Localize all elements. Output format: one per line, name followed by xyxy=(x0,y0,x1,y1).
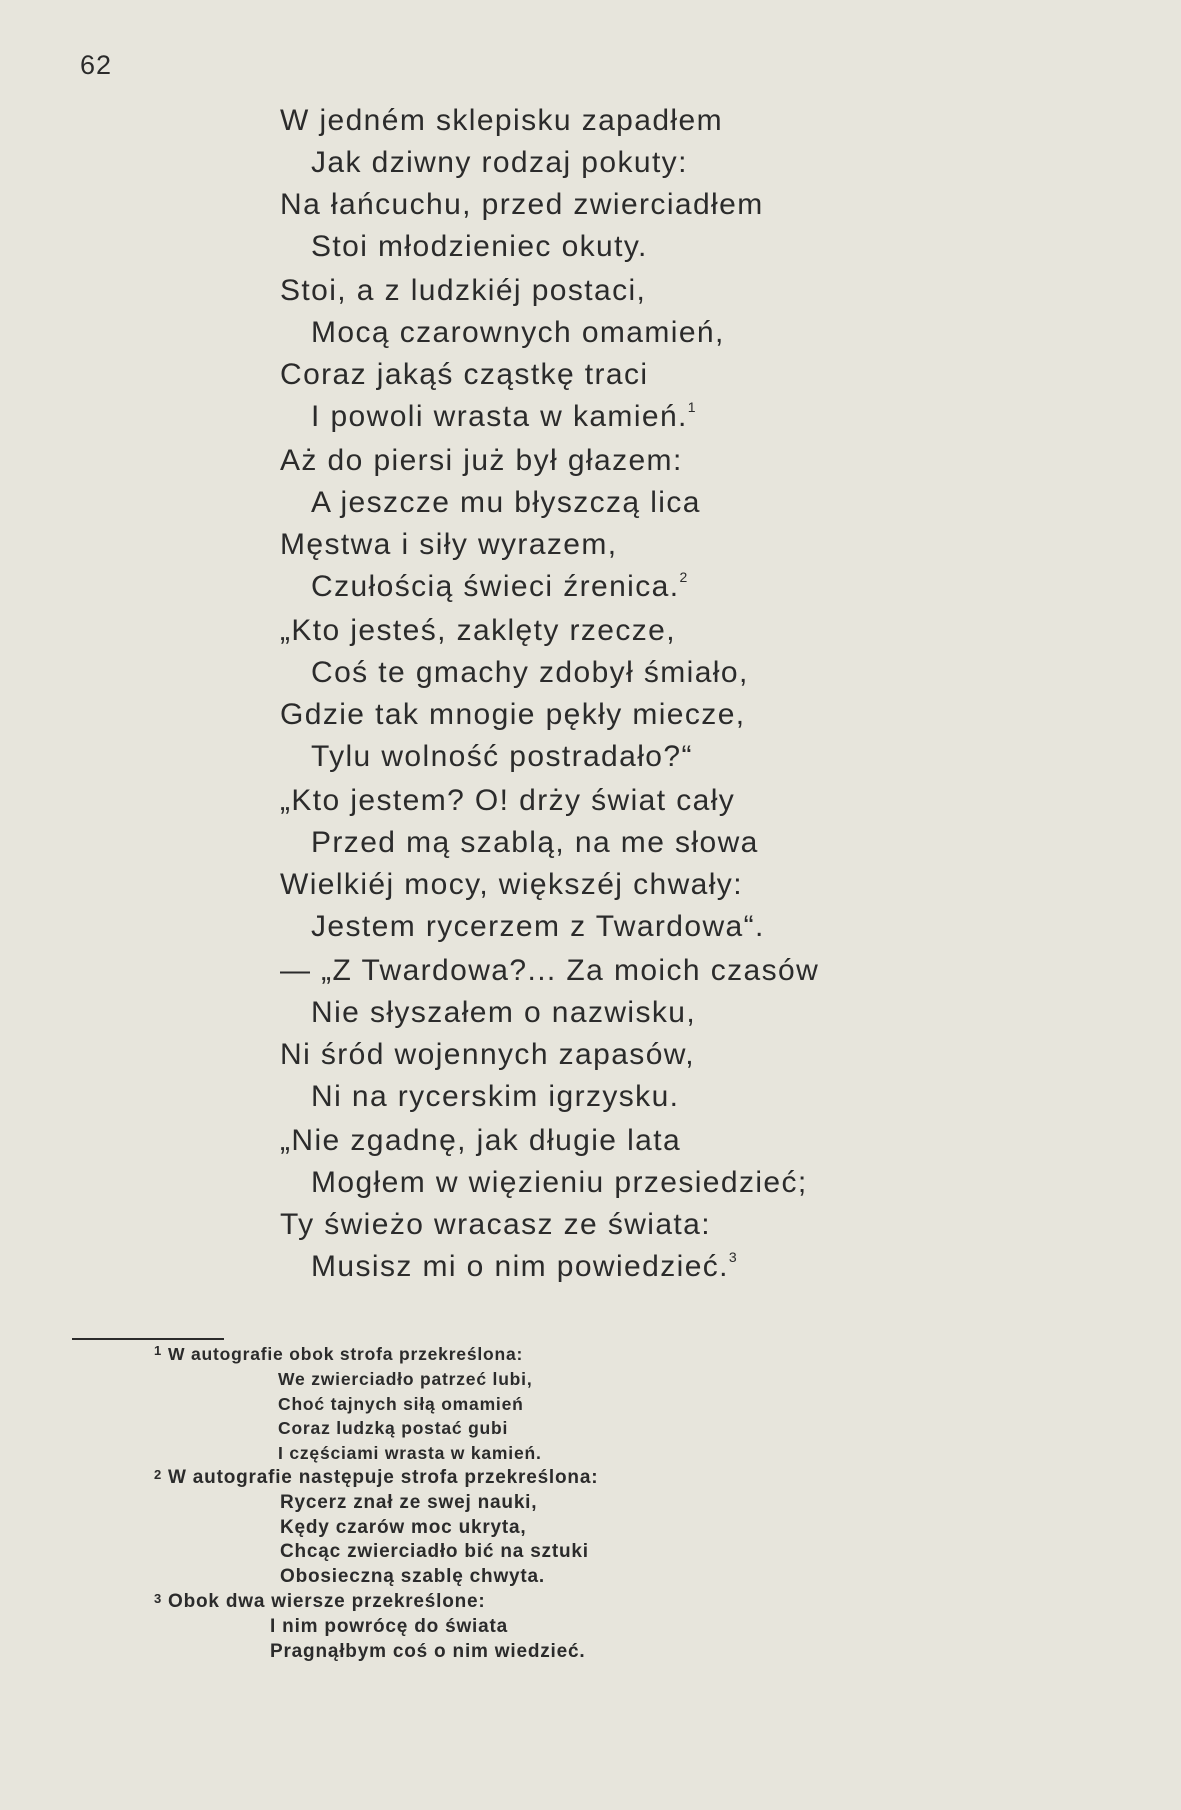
verse-line: Coś te gmachy zdobył śmiało, xyxy=(311,656,749,689)
verse-line: Ni śród wojennych zapasów, xyxy=(280,1038,695,1071)
verse-line: Jestem rycerzem z Twardowa“. xyxy=(311,910,765,943)
verse-line: Aż do piersi już był głazem: xyxy=(280,444,683,477)
verse-line: Wielkiéj mocy, większéj chwały: xyxy=(280,868,743,901)
verse-line: „Kto jestem? O! drży świat cały xyxy=(280,784,736,817)
verse-line: Ni na rycerskim igrzysku. xyxy=(311,1080,680,1113)
verse-line: Tylu wolność postradało?“ xyxy=(311,740,693,773)
verse-line: Na łańcuchu, przed zwierciadłem xyxy=(280,188,764,221)
verse-line: W jedném sklepisku zapadłem xyxy=(280,104,723,137)
verse-line-text: I powoli wrasta w kamień. xyxy=(311,400,688,433)
footnote-verse-line: Chcąc zwierciadło bić na sztuki xyxy=(280,1541,589,1563)
verse-line: A jeszcze mu błyszczą lica xyxy=(311,486,701,519)
footnote-verse-line: I nim powrócę do świata xyxy=(270,1615,508,1637)
verse-line-text: Czułością świeci źrenica. xyxy=(311,570,680,603)
stanza-7 xyxy=(280,1120,1080,1288)
verse-line xyxy=(280,1246,1080,1288)
footnote-verse-line: Pragnąłbym coś o nim wiedzieć. xyxy=(270,1640,586,1662)
verse-line: Męstwa i siły wyrazem, xyxy=(280,528,618,561)
stanza-3 xyxy=(280,440,1080,608)
footnote-mark: 1 xyxy=(687,399,697,415)
stanza-1 xyxy=(280,100,1080,268)
verse-line: Stoi, a z ludzkiéj postaci, xyxy=(280,274,647,307)
footnote-3 xyxy=(154,1590,968,1664)
verse-line xyxy=(280,396,1080,438)
stanza-4 xyxy=(280,610,1080,778)
footnotes xyxy=(154,1342,968,1664)
verse-line: Jak dziwny rodzaj pokuty: xyxy=(311,146,688,179)
footnote-verse-line: Coraz ludzką postać gubi xyxy=(278,1418,509,1439)
footnote-head: W autografie obok strofa przekreślona: xyxy=(168,1344,524,1364)
footnote-number: 2 xyxy=(154,1466,163,1482)
stanza-6 xyxy=(280,950,1080,1118)
verse-line: Stoi młodzieniec okuty. xyxy=(311,230,648,263)
verse-line: Mogłem w więzieniu przesiedzieć; xyxy=(311,1166,808,1199)
verse-line-text: Musisz mi o nim powiedzieć. xyxy=(311,1250,729,1283)
footnote-verse-line: Choć tajnych siłą omamień xyxy=(278,1393,524,1414)
footnote-2 xyxy=(154,1466,968,1590)
verse-line: Coraz jakąś cząstkę traci xyxy=(280,358,649,391)
verse-line: — „Z Twardowa?... Za moich czasów xyxy=(280,954,820,987)
footnote-head: Obok dwa wiersze przekreślone: xyxy=(168,1590,486,1612)
verse-line: Mocą czarownych omamień, xyxy=(311,316,725,349)
footnote-mark: 2 xyxy=(679,569,689,585)
footnote-verse-line: Kędy czarów moc ukryta, xyxy=(280,1516,527,1538)
poem xyxy=(280,100,1080,1290)
footnote-1 xyxy=(154,1342,968,1466)
footnote-mark: 3 xyxy=(728,1249,739,1265)
footnote-number: 3 xyxy=(154,1590,163,1606)
stanza-2 xyxy=(280,270,1080,438)
footnote-head: W autografie następuje strofa przekreślona: xyxy=(168,1466,599,1488)
footnote-verse-line: Rycerz znał ze swej nauki, xyxy=(280,1491,538,1513)
footnote-number: 1 xyxy=(154,1343,163,1358)
verse-line: „Kto jesteś, zaklęty rzecze, xyxy=(280,614,676,647)
footnote-verse-line: I częściami wrasta w kamień. xyxy=(278,1443,542,1464)
footnote-verse-line: We zwierciadło patrzeć lubi, xyxy=(278,1368,533,1389)
footnote-verse-line: Obosieczną szablę chwyta. xyxy=(280,1566,545,1588)
verse-line xyxy=(280,566,1080,608)
verse-line: Nie słyszałem o nazwisku, xyxy=(311,996,697,1029)
verse-line: „Nie zgadnę, jak długie lata xyxy=(280,1124,682,1157)
footnote-separator xyxy=(72,1338,224,1340)
stanza-5 xyxy=(280,780,1080,948)
verse-line: Przed mą szablą, na me słowa xyxy=(311,826,759,859)
page-number: 62 xyxy=(80,50,113,80)
verse-line: Ty świeżo wracasz ze świata: xyxy=(280,1208,711,1241)
verse-line: Gdzie tak mnogie pękły miecze, xyxy=(280,698,746,731)
